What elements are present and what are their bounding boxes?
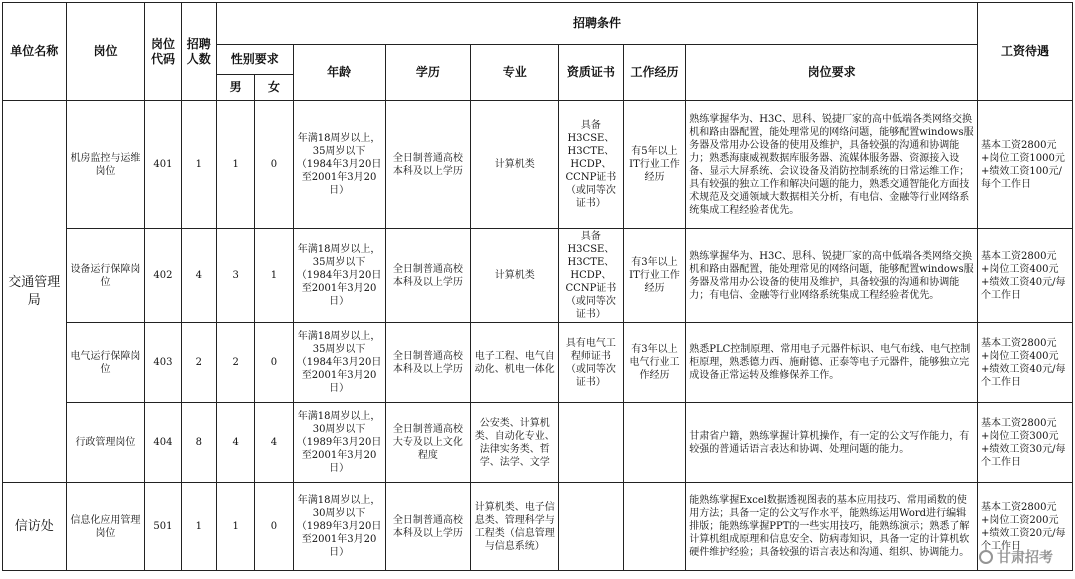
education-cell: 全日制普通高校大专及以上文化程度 xyxy=(385,403,471,483)
watermark-text: 甘肃招考 xyxy=(997,550,1053,566)
salary-cell: 基本工资2800元+岗位工资400元+绩效工资40元/每个工作日 xyxy=(978,229,1073,323)
header-female: 女 xyxy=(255,75,293,101)
requirements-cell: 熟悉PLC控制原理、常用电子元器件标识、电气布线、电气控制柜原理，熟悉德力西、施耐德、正泰等电子元器件，能够独立完成设备正常运转及维修保养工作。 xyxy=(686,323,978,403)
count-cell: 4 xyxy=(181,229,216,323)
header-gender: 性别要求 xyxy=(216,45,293,75)
position-cell: 机房监控与运维岗位 xyxy=(66,101,145,229)
code-cell: 501 xyxy=(145,483,181,571)
experience-cell xyxy=(623,483,686,571)
education-cell: 全日制普通高校本科及以上学历 xyxy=(385,323,471,403)
header-certificate: 资质证书 xyxy=(559,45,624,101)
major-cell: 电子工程、电气自动化、机电一体化 xyxy=(471,323,559,403)
salary-cell: 基本工资2800元+岗位工资1000元+绩效工资100元/每个工作日 xyxy=(978,101,1073,229)
table-row xyxy=(3,403,1073,483)
experience-cell: 有3年以上电气行业工作经历 xyxy=(623,323,686,403)
table-row xyxy=(3,323,1073,403)
recruitment-table xyxy=(2,2,1073,571)
header-position: 岗位 xyxy=(66,3,145,101)
header-male: 男 xyxy=(216,75,254,101)
education-cell: 全日制普通高校本科及以上学历 xyxy=(385,483,471,571)
count-cell: 8 xyxy=(181,403,216,483)
age-cell: 年满18周岁以上，30周岁以下（1989年3月20日至2001年3月20日） xyxy=(293,403,385,483)
position-cell: 电气运行保障岗位 xyxy=(66,323,145,403)
experience-cell xyxy=(623,403,686,483)
education-cell: 全日制普通高校本科及以上学历 xyxy=(385,101,471,229)
header-conditions: 招聘条件 xyxy=(216,3,977,45)
experience-cell: 有5年以上IT行业工作经历 xyxy=(623,101,686,229)
major-cell: 计算机类 xyxy=(471,229,559,323)
position-cell: 信息化应用管理岗位 xyxy=(66,483,145,571)
header-age: 年龄 xyxy=(293,45,385,101)
salary-cell: 基本工资2800元+岗位工资400元+绩效工资40元/每个工作日 xyxy=(978,323,1073,403)
experience-cell: 有3年以上IT行业工作经历 xyxy=(623,229,686,323)
header-unit: 单位名称 xyxy=(3,3,67,101)
code-cell: 402 xyxy=(145,229,181,323)
male-cell: 2 xyxy=(216,323,254,403)
age-cell: 年满18周岁以上，35周岁以下（1984年3月20日至2001年3月20日） xyxy=(293,229,385,323)
male-cell: 1 xyxy=(216,101,254,229)
certificate-cell xyxy=(559,403,624,483)
header-row-1 xyxy=(3,3,1073,45)
female-cell: 4 xyxy=(255,403,293,483)
position-cell: 设备运行保障岗位 xyxy=(66,229,145,323)
certificate-cell: 具备H3CSE、H3CTE、HCDP、CCNP证书（或同等次证书） xyxy=(559,101,624,229)
position-cell: 行政管理岗位 xyxy=(66,403,145,483)
count-cell: 1 xyxy=(181,483,216,571)
header-education: 学历 xyxy=(385,45,471,101)
certificate-cell: 具备H3CSE、H3CTE、HCDP、CCNP证书（或同等次证书） xyxy=(559,229,624,323)
header-major: 专业 xyxy=(471,45,559,101)
male-cell: 3 xyxy=(216,229,254,323)
requirements-cell: 熟练掌握华为、H3C、思科、锐捷厂家的高中低端各类网络交换机和路由器配置，能处理常见的网络问题，能够配置windows服务器及常用办公设备的使用及维护，具备较强的沟通和协调能力；有电信、金融等行业网络系统集成工程经验者优先。 xyxy=(686,229,978,323)
male-cell: 1 xyxy=(216,483,254,571)
salary-cell: 基本工资2800元+岗位工资200元+绩效工资20元/每个工作日 xyxy=(978,483,1073,571)
age-cell: 年满18周岁以上，35周岁以下（1984年3月20日至2001年3月20日） xyxy=(293,101,385,229)
female-cell: 0 xyxy=(255,323,293,403)
requirements-cell: 熟练掌握华为、H3C、思科、锐捷厂家的高中低端各类网络交换机和路由器配置，能处理常见的网络问题，能够配置windows服务器及常用办公设备的使用及维护，具备较强的沟通和协调能力；熟悉海康威视数据库服务器、流媒体服务器、资源接入设备、显示大屏系统、会议设备及消防控制系统的日常运维工作；具有较强的独立工作和解决问题的能力，熟悉交通智能化方面技术规范及交通领域大数据相关分析，有电信、金融等行业网络系统集成工程经验者优先。 xyxy=(686,101,978,229)
unit-name-cell: 交通管理局 xyxy=(3,101,67,483)
unit-name-cell: 信访处 xyxy=(3,483,67,571)
female-cell: 0 xyxy=(255,483,293,571)
major-cell: 计算机类 xyxy=(471,101,559,229)
code-cell: 401 xyxy=(145,101,181,229)
certificate-cell xyxy=(559,483,624,571)
header-count: 招聘人数 xyxy=(181,3,216,101)
code-cell: 403 xyxy=(145,323,181,403)
requirements-cell: 甘肃省户籍，熟练掌握计算机操作，有一定的公文写作能力，有较强的普通话语言表达和协调、处理问题的能力。 xyxy=(686,403,978,483)
female-cell: 0 xyxy=(255,101,293,229)
female-cell: 1 xyxy=(255,229,293,323)
table-row xyxy=(3,101,1073,229)
certificate-cell: 具有电气工程师证书（或同等次证书） xyxy=(559,323,624,403)
male-cell: 4 xyxy=(216,403,254,483)
age-cell: 年满18周岁以上，35周岁以下（1984年3月20日至2001年3月20日） xyxy=(293,323,385,403)
age-cell: 年满18周岁以上，30周岁以下（1989年3月20日至2001年3月20日） xyxy=(293,483,385,571)
header-requirements: 岗位要求 xyxy=(686,45,978,101)
table-row xyxy=(3,483,1073,571)
major-cell: 计算机类、电子信息类、管理科学与工程类（信息管理与信息系统） xyxy=(471,483,559,571)
education-cell: 全日制普通高校本科及以上学历 xyxy=(385,229,471,323)
header-salary: 工资待遇 xyxy=(978,3,1073,101)
count-cell: 2 xyxy=(181,323,216,403)
code-cell: 404 xyxy=(145,403,181,483)
table-row xyxy=(3,229,1073,323)
salary-cell: 基本工资2800元+岗位工资300元+绩效工资30元/每个工作日 xyxy=(978,403,1073,483)
count-cell: 1 xyxy=(181,101,216,229)
header-code: 岗位代码 xyxy=(145,3,181,101)
header-experience: 工作经历 xyxy=(623,45,686,101)
requirements-cell: 能熟练掌握Excel数据透视图表的基本应用技巧、常用函数的使用方法；具备一定的公文写作水平，能熟练运用Word进行编辑排版；能熟练掌握PPT的一些实用技巧，能熟练演示；熟悉了解计算机组成原理和信息安全、防病毒知识，具备一定的计算机软硬件维护经验；具备较强的语言表达和沟通、组织、协调能力。 xyxy=(686,483,978,571)
major-cell: 公安类、计算机类、自动化专业、法律实务类、哲学、法学、文学 xyxy=(471,403,559,483)
